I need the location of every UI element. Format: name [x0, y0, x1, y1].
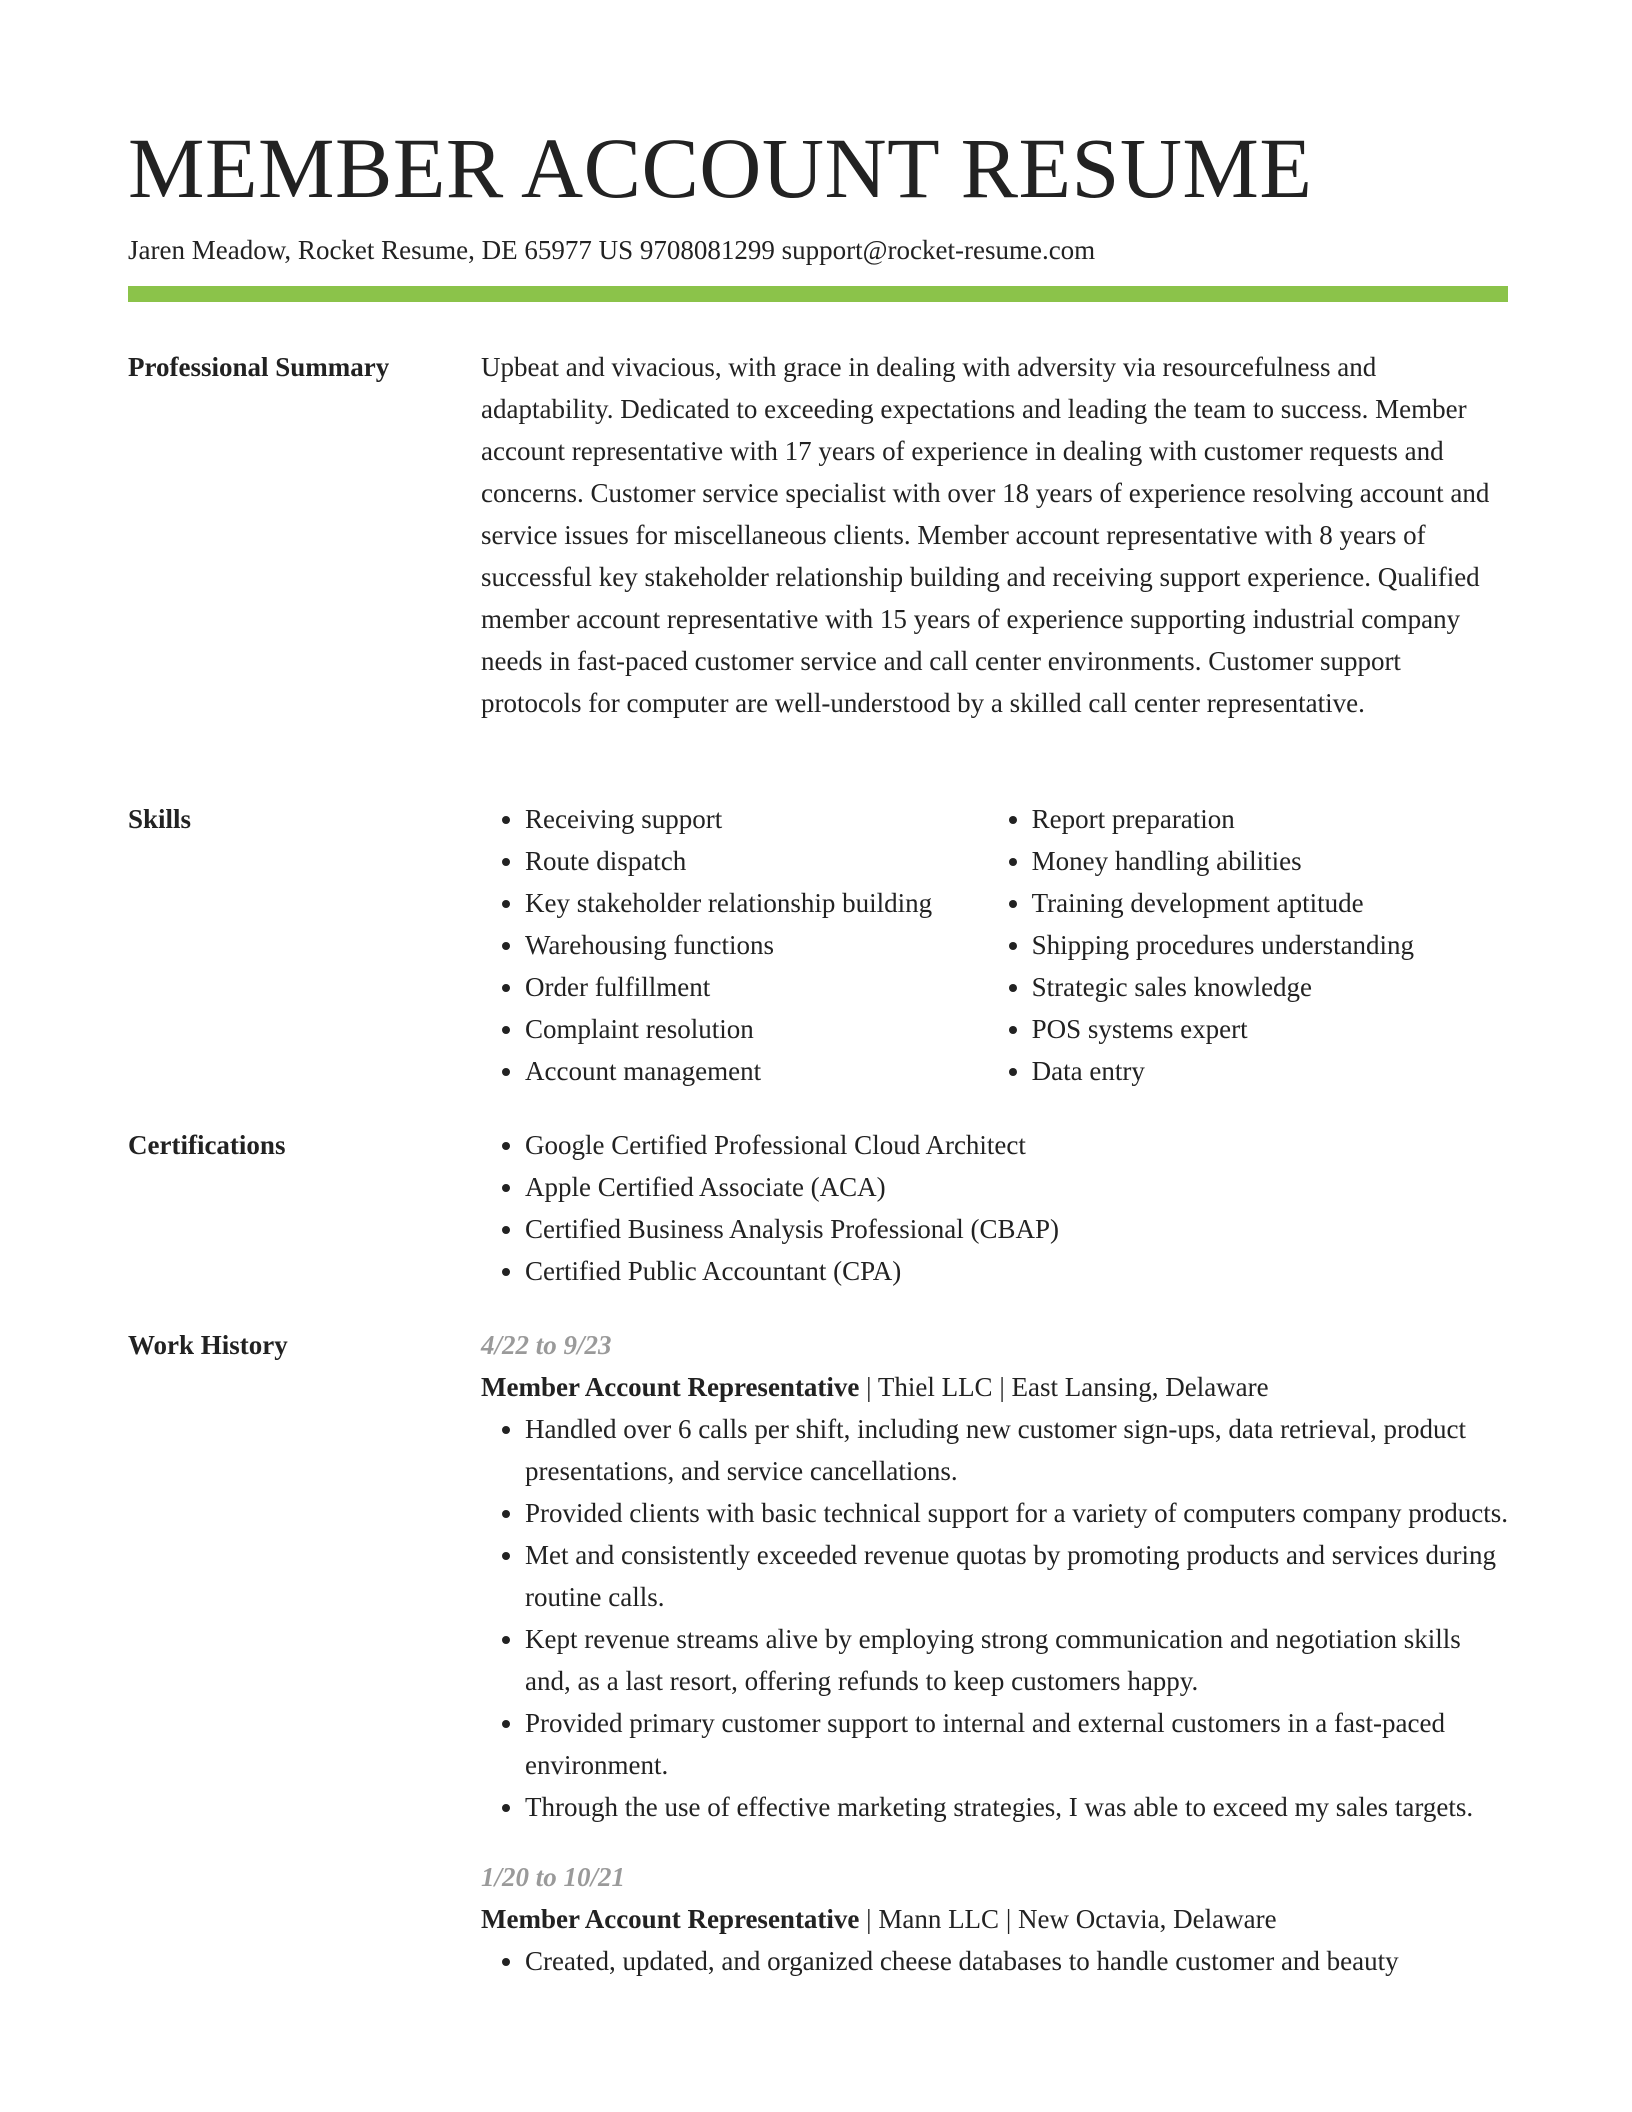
contact-address: Jaren Meadow, Rocket Resume, DE 65977 US [128, 235, 634, 265]
accent-divider [128, 286, 1508, 302]
certifications-body [481, 1124, 1508, 1292]
job-dates: 4/22 to 9/23 [481, 1330, 612, 1360]
skill-item: • Key stakeholder relationship building [525, 882, 988, 924]
job-bullet: • Kept revenue streams alive by employing strong communication and negotiation skills and, as a last resort, offering refunds to keep customers happy. [525, 1618, 1508, 1702]
job-bullet-list [481, 1408, 1508, 1828]
resume-title: MEMBER ACCOUNT RESUME [128, 120, 1313, 216]
job-location: | East Lansing, Delaware [993, 1372, 1269, 1402]
job-heading [481, 1366, 1508, 1408]
job-bullet-list [481, 1940, 1508, 1982]
job-entry [481, 1856, 1508, 1982]
work-history-heading: Work History [128, 1330, 288, 1360]
skill-item: • Complaint resolution [525, 1008, 988, 1050]
skill-item: • Strategic sales knowledge [1032, 966, 1508, 1008]
contact-line [128, 232, 1095, 268]
certification-item: • Google Certified Professional Cloud Architect [525, 1124, 1508, 1166]
certifications-heading: Certifications [128, 1130, 286, 1160]
job-title: Member Account Representative [481, 1904, 860, 1934]
certification-item: • Certified Public Accountant (CPA) [525, 1250, 1508, 1292]
job-bullet: • Provided primary customer support to internal and external customers in a fast-paced environment. [525, 1702, 1508, 1786]
skill-item: • Training development aptitude [1032, 882, 1508, 924]
skill-item: • Shipping procedures understanding [1032, 924, 1508, 966]
job-bullet: • Through the use of effective marketing strategies, I was able to exceed my sales targets. [525, 1786, 1508, 1828]
summary-body [481, 346, 1508, 724]
skill-item: • Warehousing functions [525, 924, 988, 966]
job-bullet: • Provided clients with basic technical support for a variety of computers company products. [525, 1492, 1508, 1534]
skill-item: • Receiving support [525, 798, 988, 840]
skill-item: • Money handling abilities [1032, 840, 1508, 882]
skill-item: • Data entry [1032, 1050, 1508, 1092]
job-title: Member Account Representative [481, 1372, 860, 1402]
job-company: | Mann LLC [859, 1904, 999, 1934]
job-location: | New Octavia, Delaware [999, 1904, 1277, 1934]
job-company: | Thiel LLC [859, 1372, 992, 1402]
skills-list-left [481, 798, 988, 1092]
job-entry [481, 1324, 1508, 1828]
summary-heading: Professional Summary [128, 352, 390, 382]
skills-body [481, 798, 1508, 1092]
job-bullet: • Met and consistently exceeded revenue quotas by promoting products and services during routine calls. [525, 1534, 1508, 1618]
job-dates: 1/20 to 10/21 [481, 1862, 626, 1892]
skill-item: • Route dispatch [525, 840, 988, 882]
skills-heading: Skills [128, 804, 192, 834]
contact-email: support@rocket-resume.com [781, 235, 1096, 265]
certification-item: • Apple Certified Associate (ACA) [525, 1166, 1508, 1208]
skill-item: • Report preparation [1032, 798, 1508, 840]
work-history-body [481, 1324, 1508, 1982]
job-bullet: • Created, updated, and organized cheese databases to handle customer and beauty [525, 1940, 1508, 1982]
skill-item: • POS systems expert [1032, 1008, 1508, 1050]
skill-item: • Order fulfillment [525, 966, 988, 1008]
contact-phone: 9708081299 [639, 235, 775, 265]
summary-text: Upbeat and vivacious, with grace in dealing with adversity via resourcefulness and adaptability. Dedicated to exceeding expectations and leading the team to success. Member account representative with 17 years of experience in dealing with customer requests and concerns. Customer service specialist with over 18 years of experience resolving account and service issues for miscellaneous clients. Member account representative with 8 years of successful key stakeholder relationship building and receiving support experience. Qualified member account representative with 15 years of experience supporting industrial company needs in fast-paced customer service and call center environments. Customer support protocols for computer are well-understood by a skilled call center representative. [481, 352, 1490, 718]
certification-item: • Certified Business Analysis Professional (CBAP) [525, 1208, 1508, 1250]
skill-item: • Account management [525, 1050, 988, 1092]
job-heading [481, 1898, 1508, 1940]
certifications-list [481, 1124, 1508, 1292]
job-bullet: • Handled over 6 calls per shift, including new customer sign-ups, data retrieval, product presentations, and service cancellations. [525, 1408, 1508, 1492]
skills-list-right [988, 798, 1508, 1092]
